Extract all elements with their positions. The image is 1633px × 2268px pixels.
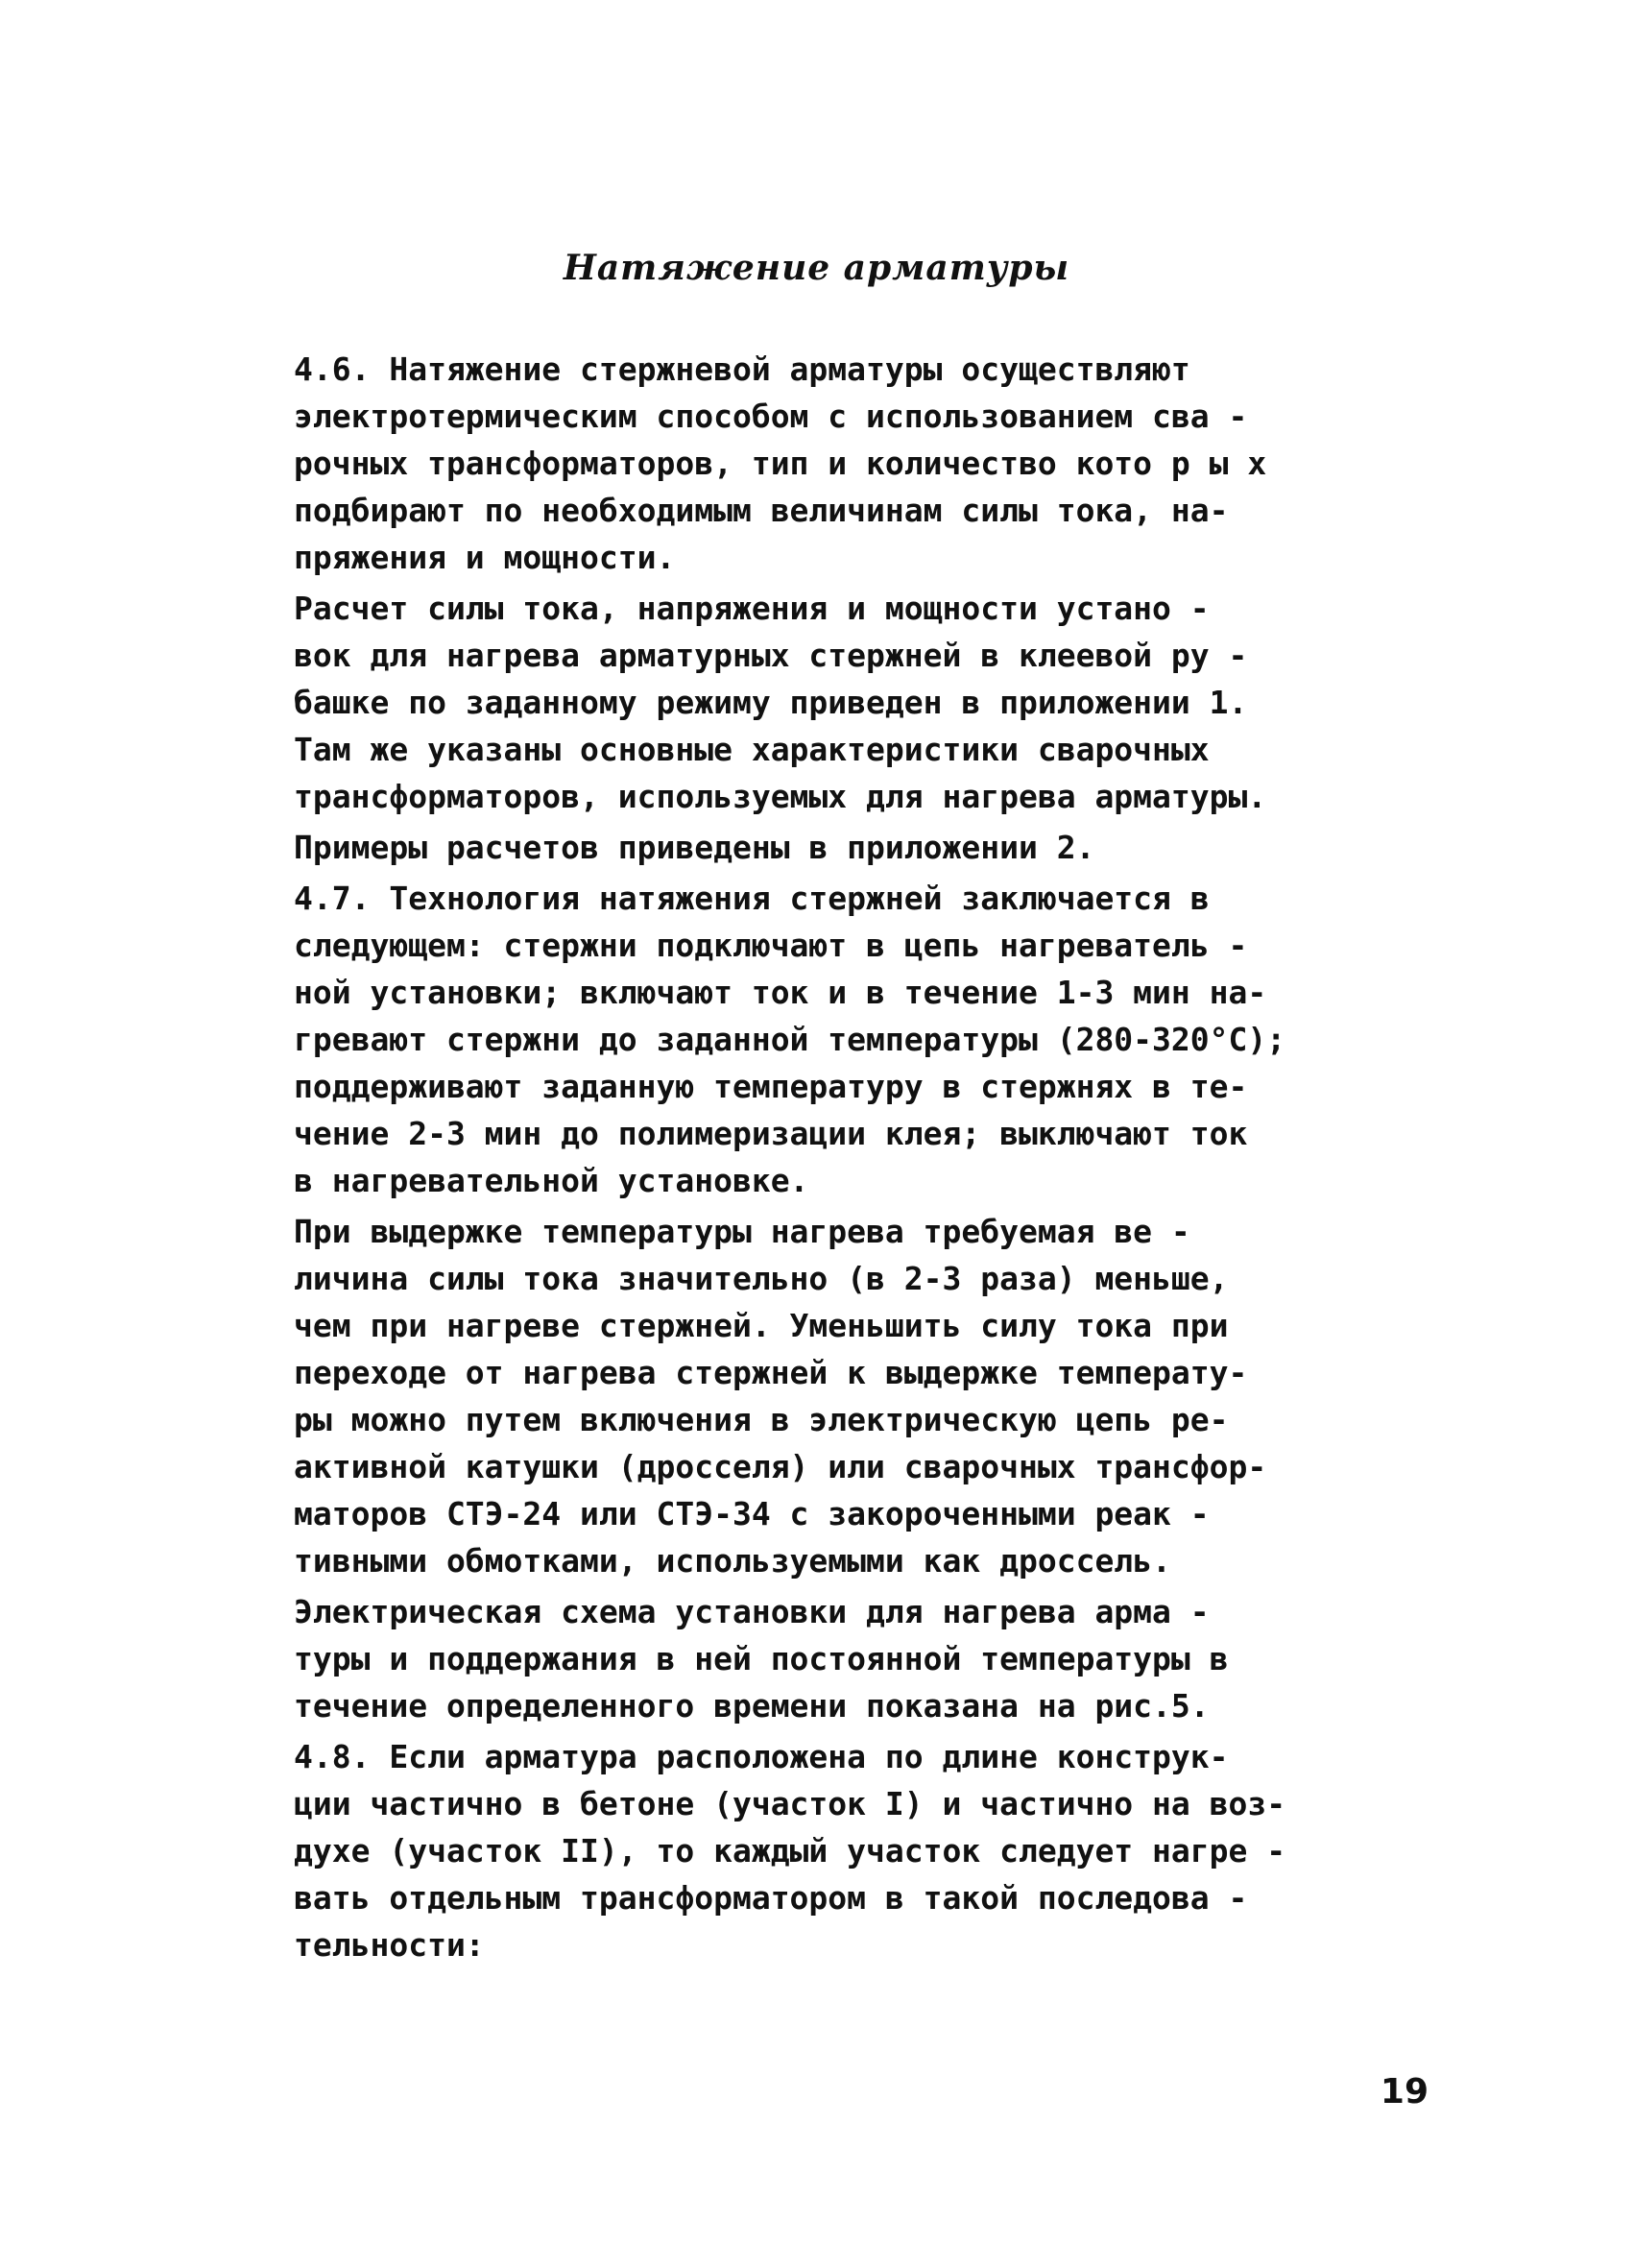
text-line: ры можно путем включения в электрическую цепь ре- (294, 1401, 1229, 1438)
text-line: башке по заданному режиму приведен в приложении 1. (294, 684, 1248, 721)
paragraph-scheme (225, 1588, 1415, 1729)
text-line: 4.7. Технология натяжения стержней заключается в (294, 880, 1210, 917)
body-text (225, 346, 1415, 1972)
paragraph-4-6 (225, 346, 1415, 581)
text-line: рочных трансформаторов, тип и количество кото р ы х (294, 445, 1267, 482)
text-line: Примеры расчетов приведены в приложении 2. (294, 829, 1095, 866)
paragraph-4-8 (225, 1733, 1415, 1968)
text-line: гревают стержни до заданной температуры (280-320°C); (294, 1021, 1286, 1058)
paragraph-holding (225, 1208, 1415, 1584)
text-line: активной катушки (дросселя) или сварочных трансфор- (294, 1448, 1267, 1485)
text-line: тивными обмотками, используемыми как дроссель. (294, 1542, 1171, 1580)
text-line: маторов СТЭ-24 или СТЭ-34 с закороченными реак - (294, 1495, 1210, 1532)
paragraph-calculation (225, 585, 1415, 820)
text-line: При выдержке температуры нагрева требуемая ве - (294, 1213, 1190, 1250)
paragraph-4-7 (225, 875, 1415, 1204)
text-line: пряжения и мощности. (294, 539, 676, 576)
text-line: переходе от нагрева стержней к выдержке температу- (294, 1354, 1248, 1391)
text-line: вать отдельным трансформатором в такой последова - (294, 1879, 1248, 1917)
text-line: туры и поддержания в ней постоянной температуры в (294, 1640, 1229, 1677)
text-line: тельности: (294, 1926, 485, 1964)
text-line: подбирают по необходимым величинам силы тока, на- (294, 492, 1229, 529)
text-line: чем при нагреве стержней. Уменьшить силу тока при (294, 1307, 1229, 1344)
text-line: поддерживают заданную температуру в стержнях в те- (294, 1068, 1248, 1105)
section-heading: Натяжение арматуры (563, 248, 1070, 288)
text-line: 4.6. Натяжение стержневой арматуры осуществляют (294, 350, 1190, 388)
text-line: чение 2-3 мин до полимеризации клея; выключают ток (294, 1115, 1248, 1152)
text-line: вок для нагрева арматурных стержней в клеевой ру - (294, 637, 1248, 674)
text-line: 4.8. Если арматура расположена по длине конструк- (294, 1738, 1229, 1775)
text-line: трансформаторов, используемых для нагрева арматуры. (294, 778, 1267, 815)
text-line: ной установки; включают ток и в течение 1-3 мин на- (294, 974, 1267, 1011)
text-line: течение определенного времени показана на рис.5. (294, 1687, 1210, 1725)
text-line: Электрическая схема установки для нагрева арма - (294, 1593, 1210, 1630)
text-line: Там же указаны основные характеристики сварочных (294, 731, 1210, 768)
text-line: ции частично в бетоне (участок I) и частично на воз- (294, 1785, 1286, 1822)
paragraph-examples (225, 824, 1415, 871)
text-line: Расчет силы тока, напряжения и мощности устано - (294, 590, 1210, 627)
text-line: духе (участок II), то каждый участок следует нагре - (294, 1832, 1286, 1870)
text-line: следующем: стержни подключают в цепь нагреватель - (294, 927, 1248, 964)
text-line: в нагревательной установке. (294, 1162, 809, 1199)
text-line: электротермическим способом с использованием сва - (294, 398, 1248, 435)
text-line: личина силы тока значительно (в 2-3 раза) меньше, (294, 1260, 1229, 1297)
page-number: 19 (1380, 2072, 1429, 2111)
